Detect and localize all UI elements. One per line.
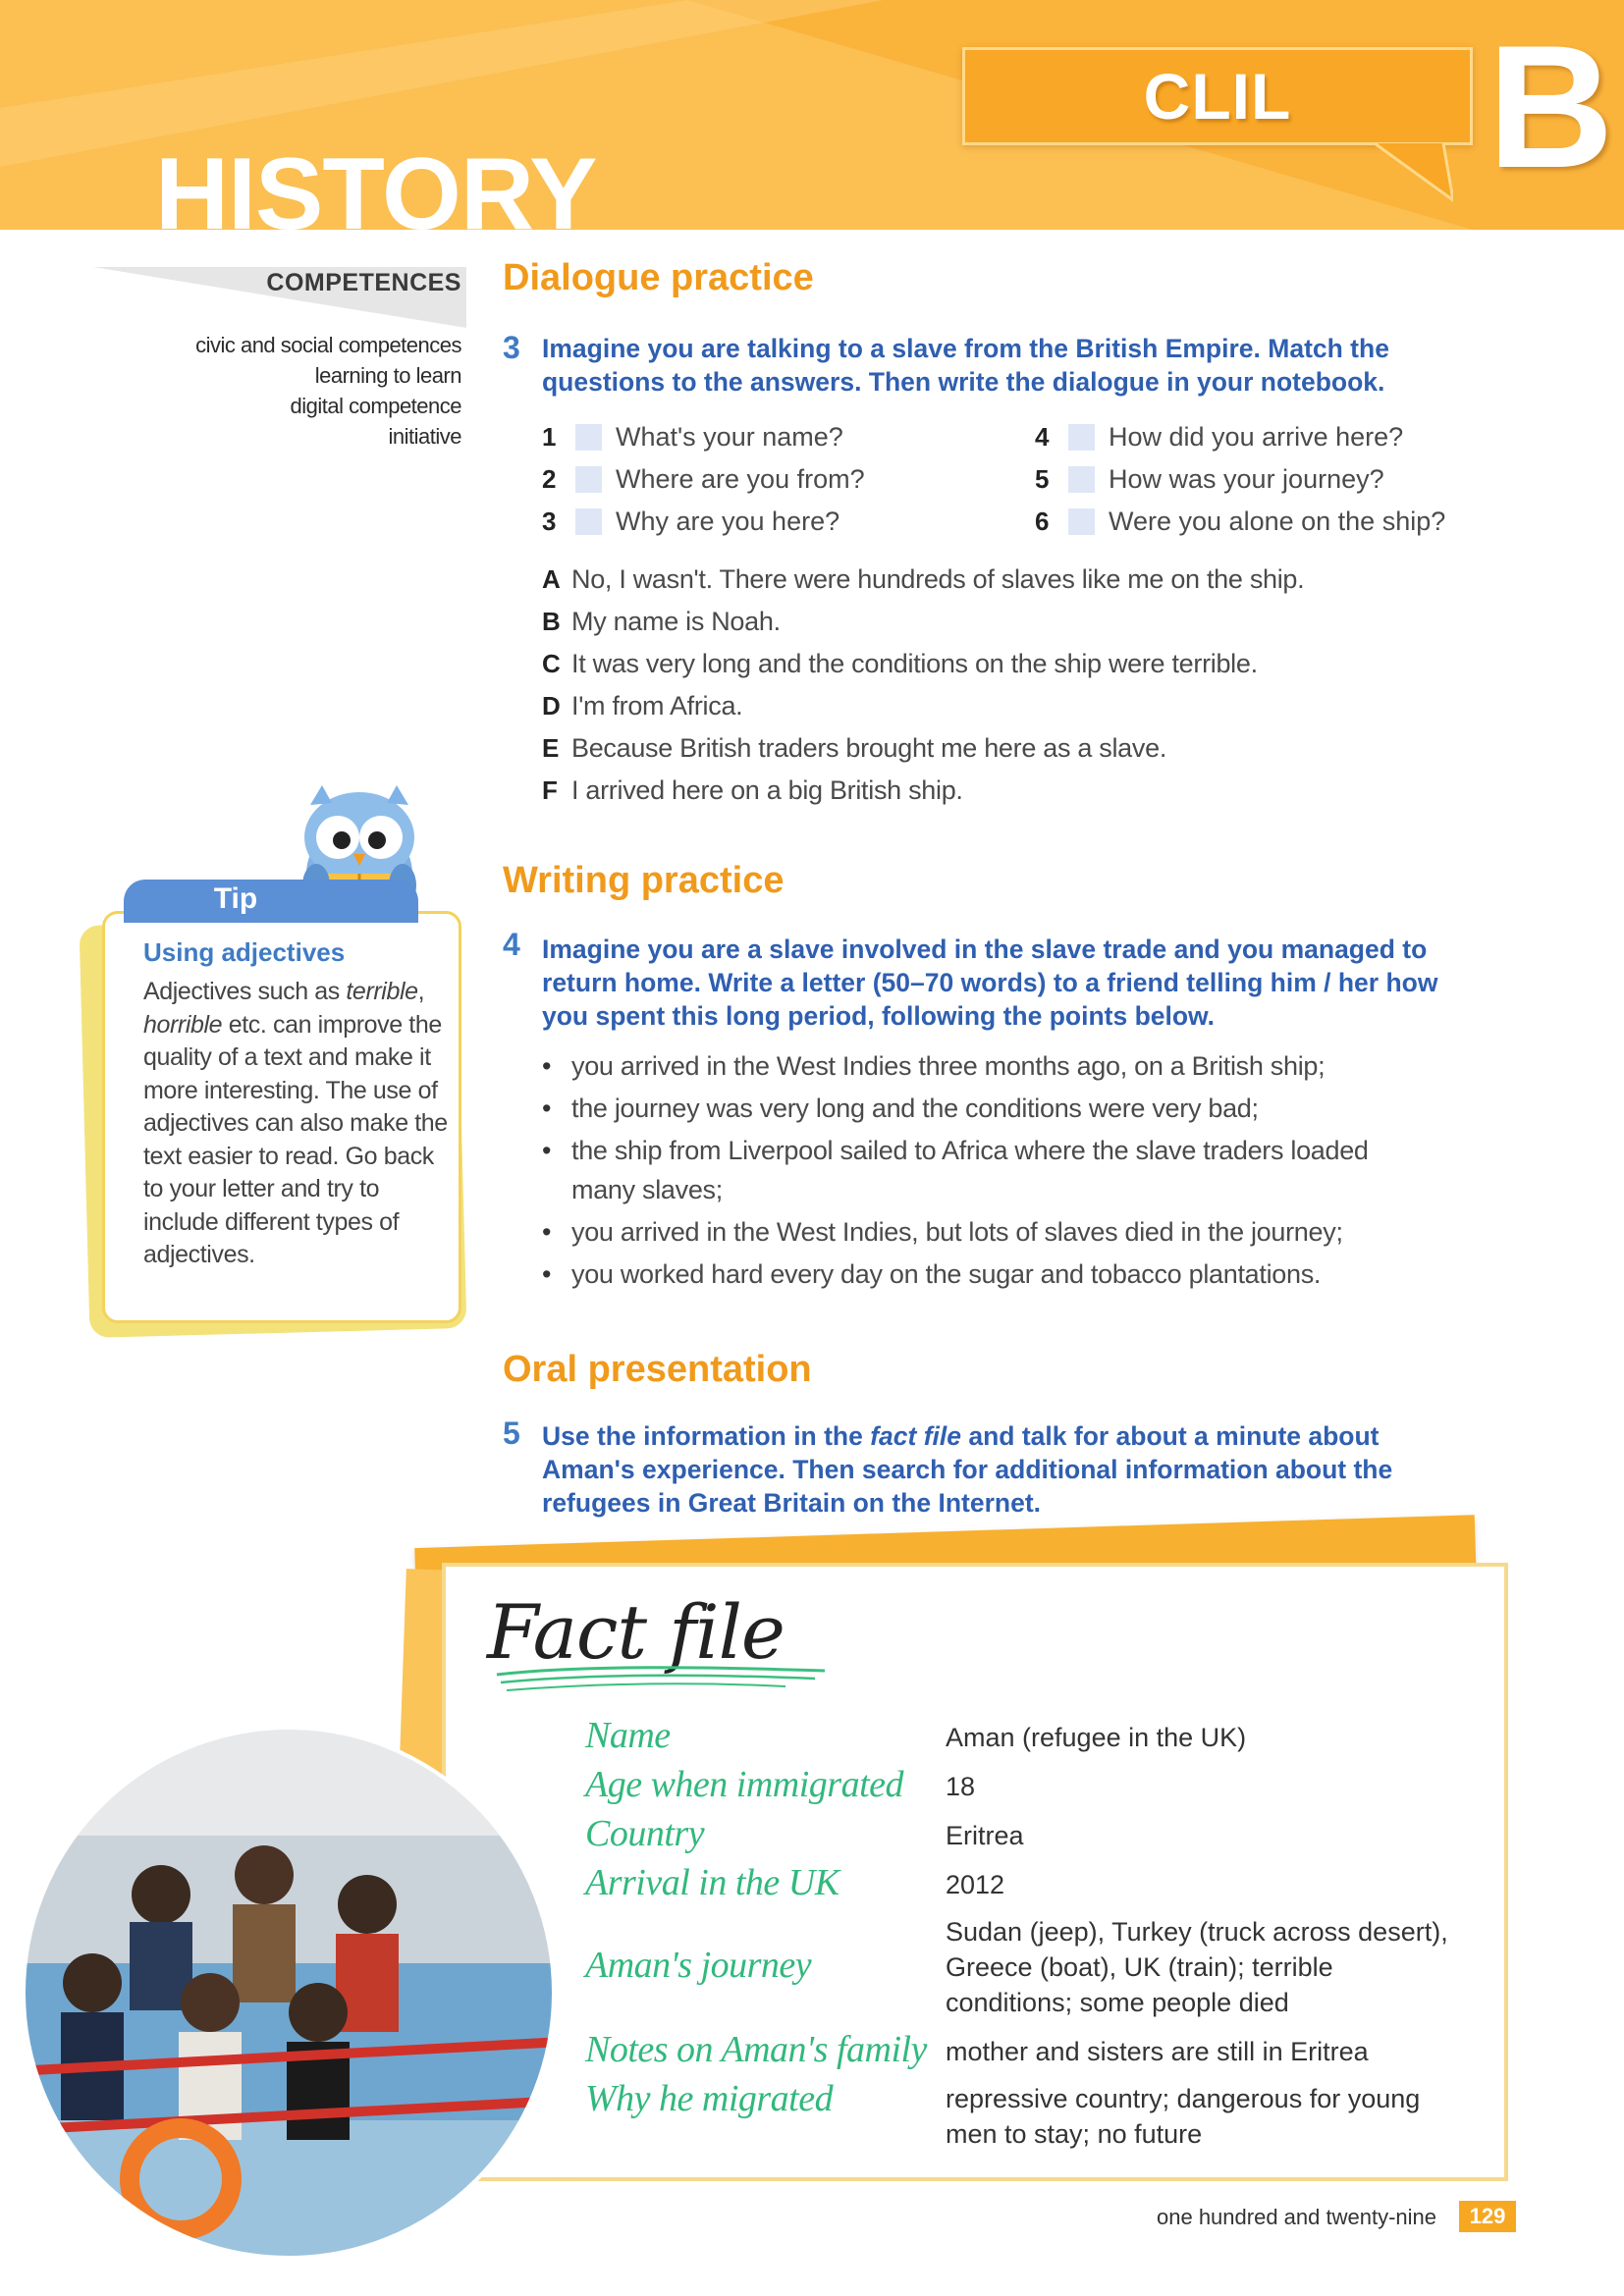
question-row: 4 How did you arrive here?: [1035, 421, 1404, 452]
question-row: 6 Were you alone on the ship?: [1035, 506, 1446, 536]
fact-file-value: Sudan (jeep), Turkey (truck across desert), Greece (boat), UK (train); terrible conditions; some people died: [946, 1917, 1448, 2017]
fact-file-label: Age when immigrated: [585, 1764, 904, 1805]
fact-file-underline: [491, 1661, 835, 1700]
fact-file-label: Notes on Aman's family: [585, 2029, 927, 2070]
page-number-words: one hundred and twenty-nine: [1157, 2205, 1436, 2229]
fact-file-value: repressive country; dangerous for young men to stay; no future: [946, 2084, 1421, 2149]
tip-text: Adjectives such as terrible, horrible etc. can improve the quality of a text and make it more interesting. The use of adjectives can also make the text easier to read. Go back to your letter and try to include different types of adjectives.: [143, 978, 448, 1268]
tip-heading: Using adjectives: [143, 937, 346, 967]
writing-heading: Writing practice: [503, 860, 785, 901]
fact-file-value: 2012: [946, 1870, 1005, 1899]
competence-item: civic and social competences: [195, 333, 461, 357]
question-row: 3 Why are you here?: [542, 506, 840, 536]
answer-row: A No, I wasn't. There were hundreds of slaves like me on the ship.: [542, 563, 1305, 594]
fact-file-value: Aman (refugee in the UK): [946, 1723, 1247, 1752]
competence-item: initiative: [388, 424, 461, 449]
page-number: 129: [1459, 2201, 1516, 2232]
answer-row: B My name is Noah.: [542, 606, 781, 636]
speech-bubble-tail: [1375, 143, 1453, 202]
answer-box[interactable]: [1068, 424, 1095, 451]
competences-list: [147, 330, 461, 452]
clil-label: CLIL: [1143, 60, 1292, 133]
fact-file-label: Name: [585, 1715, 671, 1756]
competences-title: COMPETENCES: [266, 269, 461, 296]
answer-box[interactable]: [575, 424, 602, 451]
page-title: HISTORY: [155, 143, 597, 230]
dialogue-heading: Dialogue practice: [503, 257, 814, 298]
oral-heading: Oral presentation: [503, 1349, 812, 1390]
answer-box[interactable]: [1068, 508, 1095, 535]
fact-file-title: Fact file: [487, 1588, 785, 1676]
oral-instruction: Use the information in the fact file and talk for about a minute about Aman's experience. Then search for additional information about the refugees in Great Britain on the Internet.: [542, 1421, 1393, 1518]
fact-file-label: Country: [585, 1813, 705, 1854]
exercise-number: 5: [503, 1415, 520, 1451]
writing-points: [542, 1046, 1426, 1297]
answer-row: F I arrived here on a big British ship.: [542, 774, 963, 805]
question-row: 1 What's your name?: [542, 421, 843, 452]
exercise-number: 4: [503, 927, 520, 962]
list-item: • the journey was very long and the conditions were very bad;: [542, 1089, 1426, 1128]
question-row: 2 Where are you from?: [542, 463, 865, 494]
list-item: • the ship from Liverpool sailed to Africa where the slave traders loaded many slaves;: [542, 1131, 1426, 1209]
writing-instruction: Imagine you are a slave involved in the slave trade and you managed to return home. Write a letter (50–70 words) to a friend telling him / her how you spent this long period, following the points below.: [542, 934, 1438, 1031]
question-row: 5 How was your journey?: [1035, 463, 1384, 494]
fact-file-label: Why he migrated: [585, 2078, 834, 2119]
list-item: • you worked hard every day on the sugar and tobacco plantations.: [542, 1255, 1426, 1294]
tip-label: Tip: [213, 882, 258, 915]
fact-file-value: Eritrea: [946, 1821, 1024, 1850]
refugees-photo: [14, 1718, 564, 2268]
dialogue-instruction: Imagine you are talking to a slave from the British Empire. Match the questions to the answers. Then write the dialogue in your notebook.: [542, 334, 1389, 397]
answer-box[interactable]: [575, 466, 602, 493]
answer-row: C It was very long and the conditions on the ship were terrible.: [542, 648, 1258, 678]
fact-file-value: mother and sisters are still in Eritrea: [946, 2037, 1369, 2066]
competence-item: learning to learn: [314, 363, 461, 388]
fact-file-label: Arrival in the UK: [585, 1862, 839, 1903]
list-item: • you arrived in the West Indies three months ago, on a British ship;: [542, 1046, 1426, 1086]
competence-item: digital competence: [290, 394, 461, 418]
answer-box[interactable]: [575, 508, 602, 535]
answer-row: E Because British traders brought me here as a slave.: [542, 732, 1167, 763]
fact-file-value: 18: [946, 1772, 976, 1801]
unit-letter: B: [1488, 9, 1614, 204]
list-item: • you arrived in the West Indies, but lots of slaves died in the journey;: [542, 1212, 1426, 1252]
answer-box[interactable]: [1068, 466, 1095, 493]
exercise-number: 3: [503, 330, 520, 365]
answer-row: D I'm from Africa.: [542, 690, 743, 721]
fact-file-label: Aman's journey: [585, 1945, 812, 1986]
